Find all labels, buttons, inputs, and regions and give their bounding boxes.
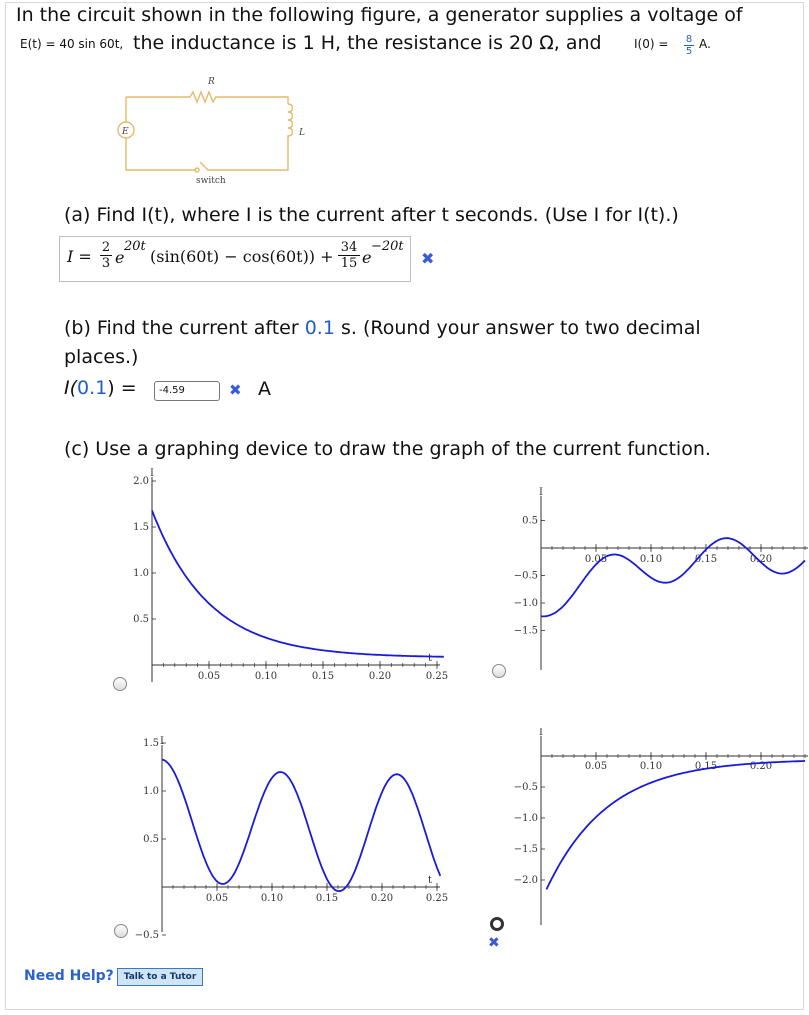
- initial-current-unit: A.: [699, 37, 711, 51]
- switch-label: switch: [196, 176, 226, 186]
- need-help-label: Need Help?: [24, 968, 114, 984]
- y-axis-label: I: [539, 728, 543, 738]
- generator-label: E: [122, 127, 129, 137]
- y-tick-label: −0.5: [134, 930, 159, 940]
- exp-base-2: e: [362, 248, 372, 267]
- initial-current-fraction: [684, 34, 694, 57]
- current-curve: [547, 761, 806, 889]
- x-tick-label: 0.25: [425, 893, 449, 904]
- x-tick-label: 0.10: [639, 554, 663, 565]
- x-tick-label: 0.05: [197, 671, 221, 682]
- part-b-unit: A: [258, 378, 271, 400]
- graph-option-3: [130, 735, 460, 940]
- x-tick-label: 0.15: [694, 761, 718, 772]
- exponent-1: 20t: [124, 239, 146, 254]
- graph-option-2-radio[interactable]: [492, 664, 506, 678]
- x-tick-label: 0.15: [694, 554, 718, 565]
- part-b-prompt: [64, 317, 701, 339]
- circuit-diagram: [110, 72, 310, 188]
- x-axis-label: t: [427, 653, 433, 664]
- x-tick-label: 0.10: [260, 893, 284, 904]
- part-a-answer-box: [59, 236, 411, 282]
- graph-option-1: [120, 465, 460, 690]
- coef-1-num: 2: [101, 240, 111, 255]
- trig-term: (sin(60t) − cos(60t)) +: [150, 247, 334, 266]
- incorrect-icon: ✖: [488, 935, 500, 951]
- exp-base-1: e: [115, 248, 125, 267]
- y-tick-label: −1.0: [513, 813, 538, 824]
- x-axis-label: t: [427, 875, 433, 886]
- intro-line-2: the inductance is 1 H, the resistance is 20 Ω, and: [133, 32, 602, 54]
- coef-1: [100, 240, 112, 271]
- graph-option-1-radio[interactable]: [113, 677, 127, 691]
- incorrect-icon: ✖: [421, 249, 435, 268]
- graph-option-2: [505, 478, 808, 678]
- x-tick-label: 0.10: [639, 761, 663, 772]
- x-tick-label: 0.20: [370, 893, 394, 904]
- talk-to-tutor-button[interactable]: Talk to a Tutor: [117, 968, 203, 986]
- part-b-time: 0.1: [304, 317, 335, 339]
- graph-option-4-radio[interactable]: [490, 917, 504, 931]
- coef-2-den: 15: [340, 256, 358, 271]
- part-c-prompt: (c) Use a graphing device to draw the graph of the current function.: [64, 438, 711, 460]
- x-tick-label: 0.05: [584, 554, 608, 565]
- current-curve: [162, 760, 440, 892]
- x-tick-label: 0.20: [749, 761, 773, 772]
- y-tick-label: −1.5: [513, 844, 538, 855]
- fraction-denominator: 5: [685, 46, 693, 57]
- y-axis-label: I: [150, 468, 154, 479]
- y-tick-label: −2.0: [513, 875, 538, 886]
- lhs-value: 0.1: [77, 377, 108, 399]
- x-tick-label: 0.20: [749, 554, 773, 565]
- part-b-prompt-line2: places.): [64, 346, 139, 368]
- x-tick-label: 0.25: [425, 671, 449, 682]
- y-tick-label: −1.0: [513, 598, 538, 609]
- y-tick-label: 0.5: [522, 515, 538, 527]
- x-tick-label: 0.10: [254, 671, 278, 682]
- x-tick-label: 0.05: [205, 893, 229, 904]
- inductor-label: L: [299, 128, 305, 138]
- incorrect-icon: ✖: [229, 381, 242, 399]
- y-tick-label: 1.0: [143, 786, 159, 797]
- y-tick-label: 1.5: [143, 738, 159, 749]
- part-b-prompt-pre: (b) Find the current after: [64, 317, 299, 339]
- fraction-numerator: 8: [685, 34, 693, 45]
- x-tick-label: 0.15: [315, 893, 339, 904]
- y-axis-label: I: [539, 487, 543, 498]
- graph-option-3-radio[interactable]: [114, 924, 128, 938]
- y-tick-label: 2.0: [133, 476, 149, 487]
- part-a-prompt: (a) Find I(t), where I is the current after t seconds. (Use I for I(t).): [64, 204, 679, 226]
- y-axis-label: I: [160, 736, 164, 747]
- y-tick-label: 0.5: [143, 834, 159, 845]
- y-tick-label: −1.5: [513, 625, 538, 637]
- x-tick-label: 0.05: [584, 761, 608, 772]
- exponent-2: −20t: [371, 239, 404, 254]
- initial-current-label: I(0) =: [634, 37, 669, 51]
- coef-2-num: 34: [338, 240, 360, 256]
- x-tick-label: 0.20: [368, 671, 392, 682]
- intro-line-1: In the circuit shown in the following figure, a generator supplies a voltage of: [16, 4, 743, 26]
- y-tick-label: −0.5: [513, 570, 538, 582]
- y-tick-label: 1.0: [133, 568, 149, 579]
- current-curve: [152, 510, 444, 656]
- graph-option-4: [505, 728, 808, 933]
- answer-lhs: I =: [67, 247, 92, 266]
- lhs-pre: I(: [64, 377, 78, 399]
- y-tick-label: 0.5: [133, 614, 149, 625]
- lhs-post: ) =: [107, 377, 137, 399]
- resistor-label: R: [208, 77, 215, 87]
- x-tick-label: 0.15: [311, 671, 335, 682]
- part-b-prompt-post: s. (Round your answer to two decimal: [340, 317, 701, 339]
- y-tick-label: 1.5: [133, 522, 149, 533]
- coef-1-den: 3: [101, 256, 111, 271]
- part-b-answer-input[interactable]: -4.59: [154, 381, 220, 401]
- emf-expression: E(t) = 40 sin 60t,: [20, 37, 124, 51]
- coef-2: [338, 240, 360, 271]
- part-b-lhs: [64, 377, 137, 399]
- y-tick-label: −0.5: [513, 782, 538, 793]
